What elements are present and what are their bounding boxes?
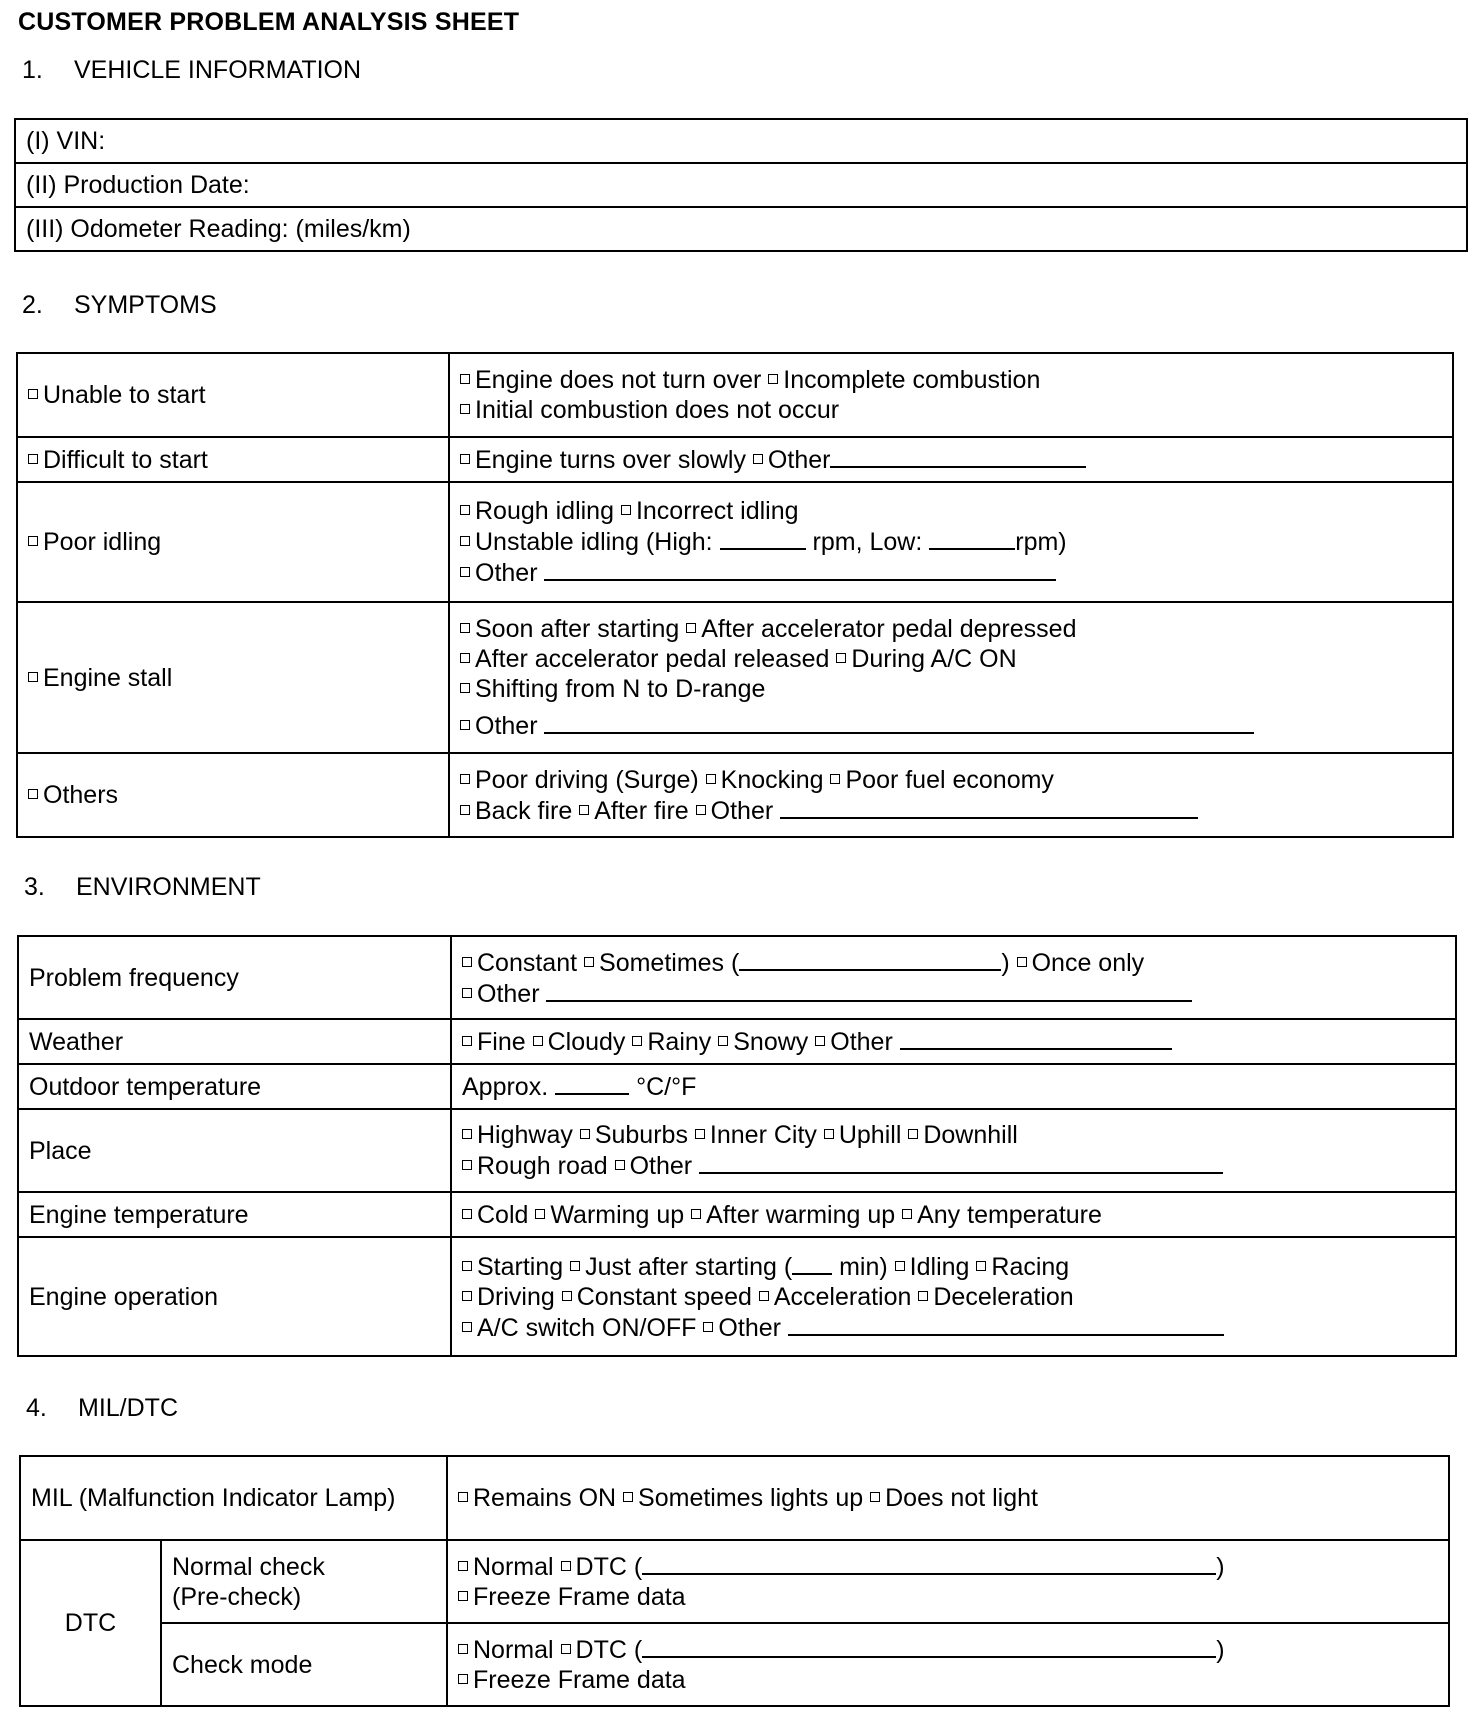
- env-frequency-label: Problem frequency: [18, 936, 451, 1019]
- checkbox-icon[interactable]: [621, 505, 631, 515]
- checkbox-icon[interactable]: [902, 1209, 912, 1219]
- checkbox-icon[interactable]: [1017, 957, 1027, 967]
- checkbox-icon[interactable]: [696, 805, 706, 815]
- normal-check-label: Normal check (Pre-check): [161, 1540, 447, 1623]
- env-engine-temp-label: Engine temperature: [18, 1192, 451, 1237]
- checkbox-icon[interactable]: [462, 988, 472, 998]
- symptom-others[interactable]: Others: [17, 753, 449, 837]
- dtc-label: DTC: [20, 1540, 161, 1706]
- mil-label: MIL (Malfunction Indicator Lamp): [20, 1456, 447, 1540]
- section-label: ENVIRONMENT: [76, 873, 261, 901]
- checkbox-icon[interactable]: [562, 1291, 572, 1301]
- checkbox-icon[interactable]: [908, 1129, 918, 1139]
- section-vehicle-heading: [22, 56, 361, 85]
- blank-line[interactable]: [830, 444, 1086, 468]
- checkbox-icon[interactable]: [895, 1261, 905, 1271]
- checkbox-icon[interactable]: [623, 1492, 633, 1502]
- checkbox-icon[interactable]: [458, 1492, 468, 1502]
- symptom-unable-to-start[interactable]: Unable to start: [17, 353, 449, 437]
- checkbox-icon[interactable]: [695, 1129, 705, 1139]
- env-outdoor-label: Outdoor temperature: [18, 1064, 451, 1109]
- mil-dtc-table: MIL (Malfunction Indicator Lamp) Remains ON Sometimes lights up Does not light DTC Normal check (Pre-check) Normal DTC ( ) Freeze Frame data Check mode Normal DTC ( ) Freeze Frame data: [19, 1455, 1450, 1707]
- symptom-difficult-to-start[interactable]: Difficult to start: [17, 437, 449, 482]
- symptoms-table: Unable to start Engine does not turn over Incomplete combustion Initial combustion does not occur Difficult to start Engine turns over slowly Other Poor idling Rough idling Incorrect idling Unstable idling (High: rpm, Low: rpm) Other Engine stall Soon after starting After accelerator pedal depressed After accelerator pedal released During A/C ON Shifting from N to D-range Other Others Poor driving (Surge) Knocking Poor fuel economy Back fire After fire Other: [16, 352, 1454, 838]
- blank-line[interactable]: [642, 1551, 1216, 1575]
- checkbox-icon[interactable]: [584, 957, 594, 967]
- section-environment-heading: [24, 873, 261, 902]
- blank-line[interactable]: [699, 1150, 1223, 1174]
- checkbox-icon[interactable]: [458, 1674, 468, 1684]
- odometer-field[interactable]: (III) Odometer Reading: (miles/km): [15, 207, 1467, 251]
- checkbox-icon[interactable]: [460, 774, 470, 784]
- checkbox-icon[interactable]: [703, 1322, 713, 1332]
- checkbox-icon[interactable]: [632, 1036, 642, 1046]
- checkbox-icon[interactable]: [579, 805, 589, 815]
- checkbox-icon[interactable]: [460, 805, 470, 815]
- section-mil-heading: [26, 1394, 178, 1423]
- blank-line[interactable]: [780, 795, 1198, 819]
- production-date-field[interactable]: (II) Production Date:: [15, 163, 1467, 207]
- section-number: 2.: [22, 291, 43, 319]
- symptom-poor-idling[interactable]: Poor idling: [17, 482, 449, 602]
- section-label: SYMPTOMS: [74, 291, 217, 319]
- blank-line[interactable]: [929, 526, 1015, 550]
- checkbox-icon[interactable]: [458, 1561, 468, 1571]
- checkbox-icon[interactable]: [718, 1036, 728, 1046]
- env-place-label: Place: [18, 1109, 451, 1192]
- checkbox-icon[interactable]: [28, 389, 38, 399]
- checkbox-icon[interactable]: [691, 1209, 701, 1219]
- checkbox-icon[interactable]: [462, 1160, 472, 1170]
- sheet-title: CUSTOMER PROBLEM ANALYSIS SHEET: [18, 8, 520, 36]
- checkbox-icon[interactable]: [570, 1261, 580, 1271]
- checkbox-icon[interactable]: [28, 536, 38, 546]
- checkbox-icon[interactable]: [918, 1291, 928, 1301]
- checkbox-icon[interactable]: [28, 789, 38, 799]
- section-number: 3.: [24, 873, 45, 901]
- checkbox-icon[interactable]: [815, 1036, 825, 1046]
- checkbox-icon[interactable]: [836, 653, 846, 663]
- checkbox-icon[interactable]: [460, 536, 470, 546]
- checkbox-icon[interactable]: [460, 454, 470, 464]
- vin-field[interactable]: (I) VIN:: [15, 119, 1467, 163]
- blank-line[interactable]: [788, 1312, 1224, 1336]
- checkbox-icon[interactable]: [460, 653, 470, 663]
- section-number: 1.: [22, 56, 43, 84]
- checkbox-icon[interactable]: [976, 1261, 986, 1271]
- blank-line[interactable]: [642, 1634, 1216, 1658]
- checkbox-icon[interactable]: [462, 957, 472, 967]
- checkbox-icon[interactable]: [28, 454, 38, 464]
- blank-line[interactable]: [739, 947, 1001, 971]
- checkbox-icon[interactable]: [768, 374, 778, 384]
- blank-line[interactable]: [544, 710, 1254, 734]
- checkbox-icon[interactable]: [462, 1261, 472, 1271]
- checkbox-icon[interactable]: [460, 720, 470, 730]
- checkbox-icon[interactable]: [458, 1591, 468, 1601]
- checkbox-icon[interactable]: [580, 1129, 590, 1139]
- checkbox-icon[interactable]: [460, 505, 470, 515]
- check-mode-label: Check mode: [161, 1623, 447, 1706]
- blank-line[interactable]: [900, 1026, 1172, 1050]
- checkbox-icon[interactable]: [462, 1322, 472, 1332]
- blank-line[interactable]: [720, 526, 806, 550]
- blank-line[interactable]: [555, 1071, 629, 1095]
- section-symptoms-heading: [22, 291, 217, 320]
- environment-table: Problem frequency Constant Sometimes ( ) Once only Other Weather Fine Cloudy Rainy Snowy Other Outdoor temperature Approx. °C/°F Place Highway Suburbs Inner City Uphill Downhill Rough road Other Engine temperature Cold Warming up After warming up Any temperature Engine operation Starting Just after starting ( min) Idling Racing Driving Constant speed Acceleration Deceleration A/C switch ON/OFF Other: [17, 935, 1457, 1357]
- checkbox-icon[interactable]: [870, 1492, 880, 1502]
- section-label: VEHICLE INFORMATION: [74, 56, 362, 84]
- blank-line[interactable]: [792, 1251, 832, 1275]
- section-label: MIL/DTC: [78, 1394, 178, 1422]
- checkbox-icon[interactable]: [561, 1561, 571, 1571]
- env-weather-label: Weather: [18, 1019, 451, 1064]
- vehicle-table: [14, 118, 1468, 252]
- checkbox-icon[interactable]: [460, 567, 470, 577]
- checkbox-icon[interactable]: [462, 1209, 472, 1219]
- checkbox-icon[interactable]: [460, 623, 470, 633]
- checkbox-icon[interactable]: [462, 1291, 472, 1301]
- blank-line[interactable]: [544, 557, 1056, 581]
- blank-line[interactable]: [546, 978, 1192, 1002]
- checkbox-icon[interactable]: [533, 1036, 543, 1046]
- checkbox-icon[interactable]: [706, 774, 716, 784]
- checkbox-icon[interactable]: [686, 623, 696, 633]
- checkbox-icon[interactable]: [462, 1036, 472, 1046]
- checkbox-icon[interactable]: [535, 1209, 545, 1219]
- checkbox-icon[interactable]: [460, 683, 470, 693]
- checkbox-icon[interactable]: [458, 1644, 468, 1654]
- checkbox-icon[interactable]: [824, 1129, 834, 1139]
- checkbox-icon[interactable]: [753, 454, 763, 464]
- checkbox-icon[interactable]: [759, 1291, 769, 1301]
- symptom-engine-stall[interactable]: Engine stall: [17, 602, 449, 753]
- section-number: 4.: [26, 1394, 47, 1422]
- checkbox-icon[interactable]: [462, 1129, 472, 1139]
- checkbox-icon[interactable]: [460, 404, 470, 414]
- checkbox-icon[interactable]: [615, 1160, 625, 1170]
- checkbox-icon[interactable]: [830, 774, 840, 784]
- checkbox-icon[interactable]: [460, 374, 470, 384]
- checkbox-icon[interactable]: [561, 1644, 571, 1654]
- checkbox-icon[interactable]: [28, 672, 38, 682]
- env-engine-op-label: Engine operation: [18, 1237, 451, 1356]
